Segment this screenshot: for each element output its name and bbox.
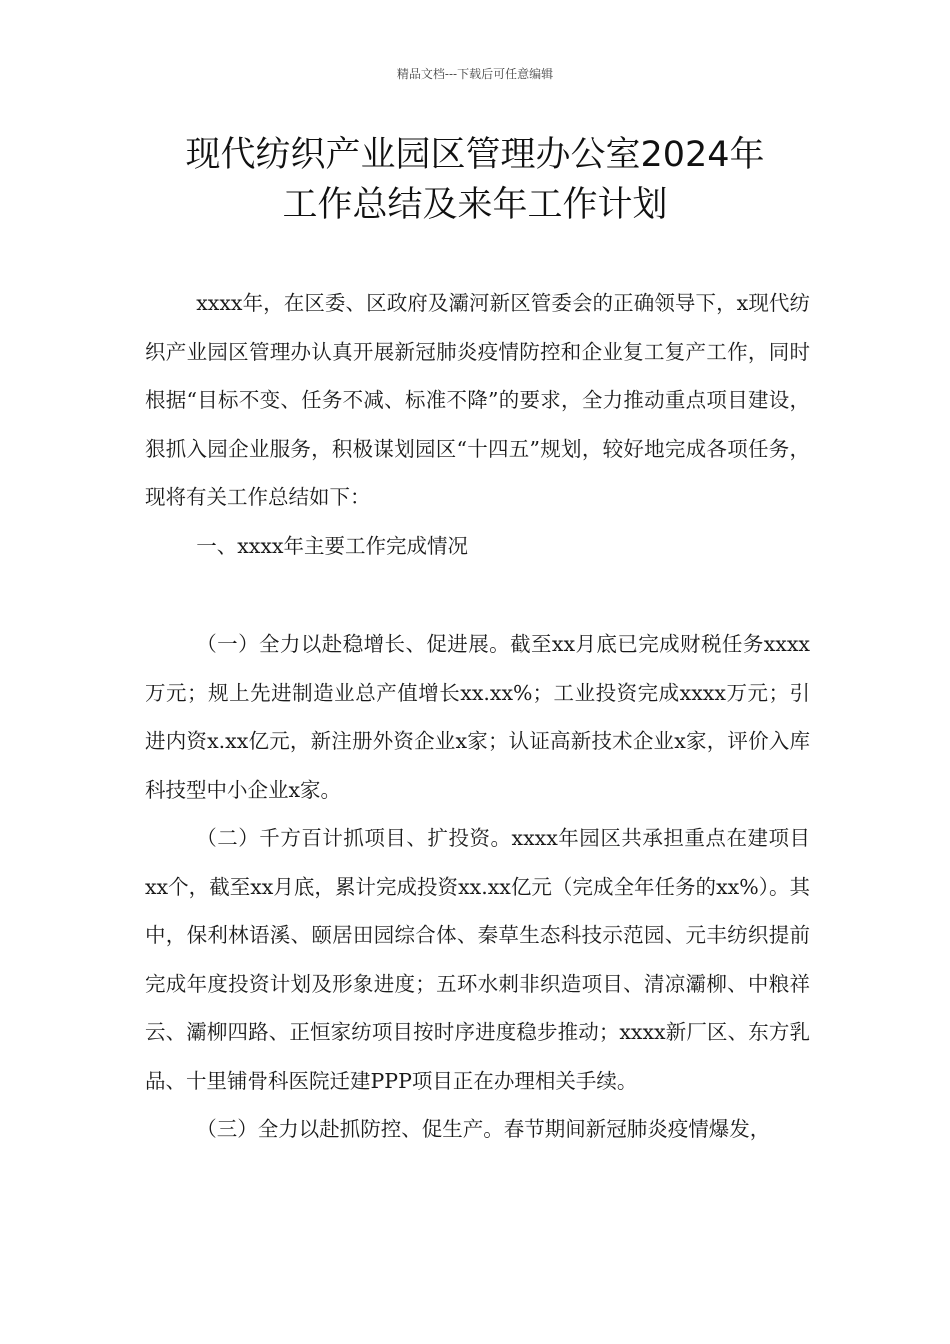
document-title-line-2: 工作总结及来年工作计划	[282, 185, 668, 225]
page-header: 精品文档---下载后可任意编辑	[396, 67, 554, 81]
document-title-line-1: 现代纺织产业园区管理办公室2024年	[185, 135, 765, 175]
section-heading: 一、xxxx年主要工作完成情况	[196, 533, 468, 558]
document-body	[145, 279, 810, 1154]
item-paragraph-1: （一）全力以赴稳增长、促进展。截至xx月底已完成财税任务xxxx万元；规上先进制造业总产值增长xx.xx%；工业投资完成xxxx万元；引进内资x.xx亿元，新注册外资企业x家；认证高新技术企业x家，评价入库科技型中小企业x家。	[145, 632, 810, 802]
intro-paragraph: xxxx年，在区委、区政府及灞河新区管委会的正确领导下，x现代纺织产业园区管理办认真开展新冠肺炎疫情防控和企业复工复产工作，同时根据“目标不变、任务不减、标准不降”的要求，全力推动重点项目建设，狠抓入园企业服务，积极谋划园区“十四五”规划，较好地完成各项任务，现将有关工作总结如下：	[145, 291, 810, 509]
item-paragraph-2: （二）千方百计抓项目、扩投资。xxxx年园区共承担重点在建项目xx个，截至xx月底，累计完成投资xx.xx亿元（完成全年任务的xx%）。其中，保利林语溪、颐居田园综合体、秦草生态科技示范园、元丰纺织提前完成年度投资计划及形象进度；五环水刺非织造项目、清凉灞柳、中粮祥云、灞柳四路、正恒家纺项目按时序进度稳步推动；xxxx新厂区、东方乳品、十里铺骨科医院迁建PPP项目正在办理相关手续。	[145, 826, 810, 1093]
item-paragraph-3: （三）全力以赴抓防控、促生产。春节期间新冠肺炎疫情爆发，	[196, 1117, 771, 1141]
document-title	[90, 130, 860, 230]
paragraph-gap	[145, 570, 810, 620]
